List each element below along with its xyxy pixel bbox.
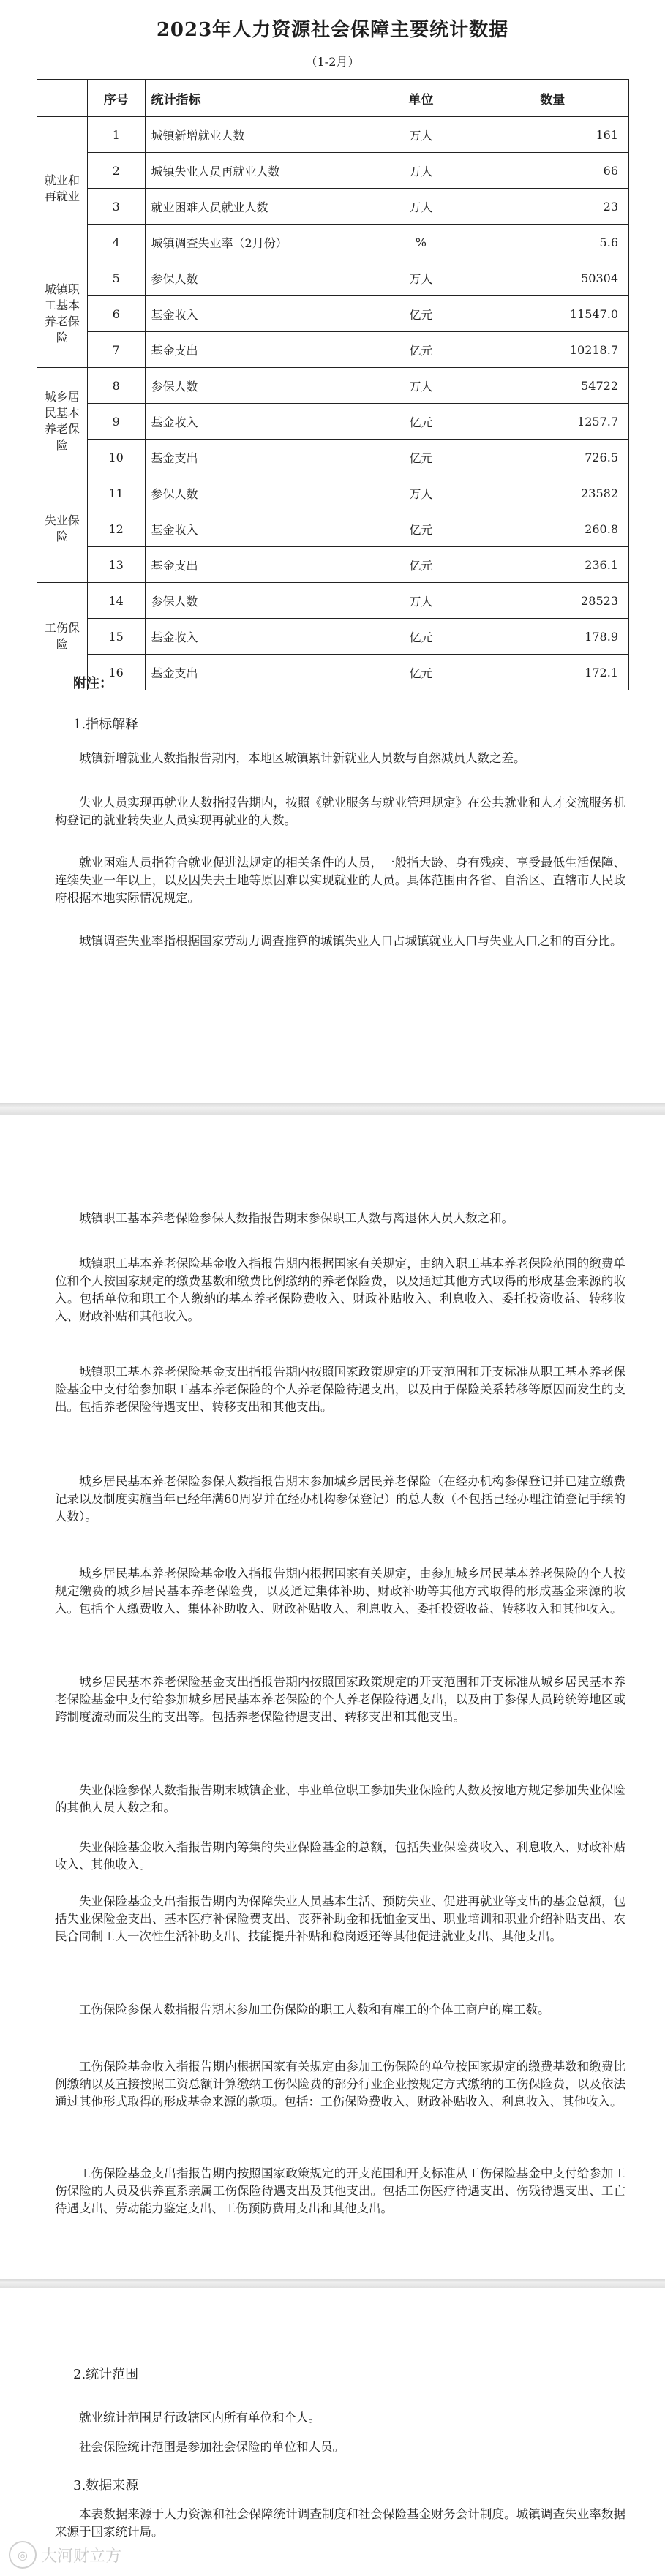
row-unit: 亿元 <box>361 440 481 475</box>
table-row <box>37 404 629 440</box>
row-seq: 15 <box>87 619 145 655</box>
row-value: 172.1 <box>481 655 628 690</box>
category-cell: 城乡居民基本养老保险 <box>37 368 88 475</box>
row-unit: 万人 <box>361 368 481 404</box>
row-seq: 2 <box>87 153 145 189</box>
paragraph: 工伤保险基金收入指报告期内根据国家有关规定由参加工伤保险的单位按国家规定的缴费基数和缴费比例缴纳以及直接按照工资总额计算缴纳工伤保险费的部分行业企业按规定方式缴纳的工伤保险费，以及依法通过其他形式取得的形成基金来源的款项。包括：工伤保险费收入、财政补贴收入、利息收入、其他收入。 <box>55 2060 625 2109</box>
paragraph: 工伤保险参保人数指报告期末参加工伤保险的职工人数和有雇工的个体工商户的雇工数。 <box>79 2003 550 2016</box>
table-row <box>37 583 629 619</box>
row-seq: 11 <box>87 475 145 511</box>
row-unit: 亿元 <box>361 296 481 332</box>
row-seq: 5 <box>87 260 145 296</box>
row-value: 260.8 <box>481 511 628 547</box>
row-unit: 亿元 <box>361 511 481 547</box>
row-indicator: 基金收入 <box>145 296 361 332</box>
row-unit: 亿元 <box>361 547 481 583</box>
camera-icon: ◎ <box>9 2541 37 2569</box>
row-indicator: 城镇调查失业率（2月份） <box>145 225 361 260</box>
section-2-title: 2.统计范围 <box>73 2367 139 2382</box>
header-seq: 序号 <box>87 80 145 117</box>
paragraph: 城镇职工基本养老保险基金收入指报告期内根据国家有关规定，由纳入职工基本养老保险范围的缴费单位和个人按国家规定的缴费基数和缴费比例缴纳的养老保险费，以及通过其他方式取得的形成基金来源的收入。包括单位和职工个人缴纳的基本养老保险费收入、财政补贴收入、利息收入、委托投资收益、转移收入、财政补贴和其他收入。 <box>55 1257 625 1323</box>
watermark-text: 大河财立方 <box>41 2547 122 2566</box>
row-indicator: 就业困难人员就业人数 <box>145 189 361 225</box>
row-unit: 万人 <box>361 153 481 189</box>
row-indicator: 城镇失业人员再就业人数 <box>145 153 361 189</box>
table-row <box>37 475 629 511</box>
row-seq: 12 <box>87 511 145 547</box>
row-seq: 8 <box>87 368 145 404</box>
paragraph: 城镇调查失业率指根据国家劳动力调查推算的城镇失业人口占城镇就业人口与失业人口之和的百分比。 <box>79 934 623 948</box>
paragraph: 社会保险统计范围是参加社会保险的单位和人员。 <box>79 2440 345 2454</box>
row-indicator: 基金收入 <box>145 404 361 440</box>
paragraph: 就业困难人员指符合就业促进法规定的相关条件的人员，一般指大龄、身有残疾、享受最低生活保障、连续失业一年以上，以及因失去土地等原因难以实现就业的人员。具体范围由各省、自治区、直辖市人民政府根据本地实际情况规定。 <box>55 856 625 905</box>
table-header-row <box>37 80 629 117</box>
row-unit: 亿元 <box>361 619 481 655</box>
table-row <box>37 547 629 583</box>
paragraph: 城镇新增就业人数指报告期内，本地区城镇累计新就业人员数与自然减员人数之差。 <box>79 751 526 765</box>
table-row <box>37 619 629 655</box>
page-divider <box>0 1103 665 1115</box>
row-value: 5.6 <box>481 225 628 260</box>
row-seq: 1 <box>87 117 145 153</box>
header-indicator: 统计指标 <box>145 80 361 117</box>
row-indicator: 基金支出 <box>145 332 361 368</box>
row-indicator: 基金支出 <box>145 655 361 690</box>
row-seq: 4 <box>87 225 145 260</box>
row-seq: 3 <box>87 189 145 225</box>
row-indicator: 参保人数 <box>145 260 361 296</box>
header-value: 数量 <box>481 80 628 117</box>
table-row <box>37 296 629 332</box>
row-value: 1257.7 <box>481 404 628 440</box>
row-seq: 13 <box>87 547 145 583</box>
document-page-3 <box>0 2288 665 2576</box>
document-page-1 <box>0 0 665 1103</box>
paragraph: 失业保险基金支出指报告期内为保障失业人员基本生活、预防失业、促进再就业等支出的基金总额，包括失业保险金支出、基本医疗补保险费支出、丧葬补助金和抚恤金支出、职业培训和职业介绍补贴支出、农民合同制工人一次性生活补助支出、技能提升补贴和稳岗返还等其他促进就业支出、其他支出。 <box>55 1894 625 1943</box>
table-row <box>37 511 629 547</box>
row-value: 66 <box>481 153 628 189</box>
row-seq: 6 <box>87 296 145 332</box>
table-row <box>37 117 629 153</box>
row-unit: 万人 <box>361 117 481 153</box>
watermark <box>9 2541 121 2569</box>
paragraph: 城镇职工基本养老保险参保人数指报告期末参保职工人数与离退休人员人数之和。 <box>79 1211 514 1225</box>
paragraph: 失业人员实现再就业人数指报告期内，按照《就业服务与就业管理规定》在公共就业和人才交流服务机构登记的就业转失业人员实现再就业的人数。 <box>55 796 625 827</box>
row-indicator: 参保人数 <box>145 583 361 619</box>
table-row <box>37 189 629 225</box>
row-value: 726.5 <box>481 440 628 475</box>
row-value: 161 <box>481 117 628 153</box>
row-unit: 万人 <box>361 189 481 225</box>
paragraph: 城乡居民基本养老保险基金支出指报告期内按照国家政策规定的开支范围和开支标准从城乡居民基本养老保险基金中支付给参加城乡居民基本养老保险的个人养老保险待遇支出，以及由于参保人员跨统筹地区或跨制度流动而发生的支出等。包括养老保险待遇支出、转移支出和其他支出。 <box>55 1675 625 1724</box>
table-row <box>37 225 629 260</box>
row-unit: 万人 <box>361 260 481 296</box>
row-value: 11547.0 <box>481 296 628 332</box>
row-seq: 7 <box>87 332 145 368</box>
row-value: 50304 <box>481 260 628 296</box>
paragraph: 本表数据来源于人力资源和社会保障统计调查制度和社会保险基金财务会计制度。城镇调查失业率数据来源于国家统计局。 <box>55 2507 625 2539</box>
row-seq: 14 <box>87 583 145 619</box>
category-cell: 就业和再就业 <box>37 117 88 260</box>
table-row <box>37 440 629 475</box>
row-indicator: 基金收入 <box>145 619 361 655</box>
row-indicator: 参保人数 <box>145 368 361 404</box>
page-subtitle: （1-2月） <box>305 55 360 69</box>
row-indicator: 基金收入 <box>145 511 361 547</box>
table-row <box>37 332 629 368</box>
page-divider <box>0 2279 665 2288</box>
paragraph: 城乡居民基本养老保险基金收入指报告期内根据国家有关规定，由参加城乡居民基本养老保险的个人按规定缴费的城乡居民基本养老保险费，以及通过集体补助、财政补助等其他方式取得的形成基金来源的收入。包括个人缴费收入、集体补助收入、财政补贴收入、利息收入、委托投资收益、转移收入和其他收入。 <box>55 1567 625 1616</box>
row-unit: % <box>361 225 481 260</box>
row-value: 10218.7 <box>481 332 628 368</box>
table-row <box>37 368 629 404</box>
category-cell: 工伤保险 <box>37 583 88 690</box>
row-indicator: 基金支出 <box>145 440 361 475</box>
table-row <box>37 260 629 296</box>
category-cell: 城镇职工基本养老保险 <box>37 260 88 368</box>
section-3-title: 3.数据来源 <box>73 2478 139 2493</box>
row-value: 23582 <box>481 475 628 511</box>
row-value: 236.1 <box>481 547 628 583</box>
row-seq: 16 <box>87 655 145 690</box>
paragraph: 工伤保险基金支出指报告期内按照国家政策规定的开支范围和开支标准从工伤保险基金中支付给参加工伤保险的人员及供养直系亲属工伤保险待遇支出及其他支出。包括工伤医疗待遇支出、伤残待遇支出、工亡待遇支出、劳动能力鉴定支出、工伤预防费用支出和其他支出。 <box>55 2166 625 2215</box>
row-indicator: 城镇新增就业人数 <box>145 117 361 153</box>
paragraph: 城乡居民基本养老保险参保人数指报告期末参加城乡居民养老保险（在经办机构参保登记并已建立缴费记录以及制度实施当年已经年满60周岁并在经办机构参保登记）的总人数（不包括已经办理注销登记手续的人数）。 <box>55 1475 625 1524</box>
row-value: 23 <box>481 189 628 225</box>
row-value: 28523 <box>481 583 628 619</box>
header-unit: 单位 <box>361 80 481 117</box>
row-seq: 9 <box>87 404 145 440</box>
row-value: 178.9 <box>481 619 628 655</box>
table-row <box>37 655 629 690</box>
category-cell: 失业保险 <box>37 475 88 583</box>
row-unit: 亿元 <box>361 332 481 368</box>
document-page-2 <box>0 1115 665 2279</box>
paragraph: 城镇职工基本养老保险基金支出指报告期内按照国家政策规定的开支范围和开支标准从职工基本养老保险基金中支付给参加职工基本养老保险的个人养老保险待遇支出，以及由于保险关系转移等原因而发生的支出。包括养老保险待遇支出、转移支出和其他支出。 <box>55 1365 625 1414</box>
table-row <box>37 153 629 189</box>
statistics-table <box>37 79 629 690</box>
paragraph: 失业保险参保人数指报告期末城镇企业、事业单位职工参加失业保险的人数及按地方规定参加失业保险的其他人员人数之和。 <box>55 1783 625 1815</box>
row-seq: 10 <box>87 440 145 475</box>
page-title: 2023年人力资源社会保障主要统计数据 <box>156 19 509 41</box>
row-unit: 亿元 <box>361 404 481 440</box>
section-1-title: 1.指标解释 <box>73 717 139 732</box>
row-unit: 万人 <box>361 475 481 511</box>
category-header <box>37 80 88 117</box>
paragraph: 就业统计范围是行政辖区内所有单位和个人。 <box>79 2411 320 2425</box>
row-value: 54722 <box>481 368 628 404</box>
row-unit: 万人 <box>361 583 481 619</box>
paragraph: 失业保险基金收入指报告期内筹集的失业保险基金的总额，包括失业保险费收入、利息收入、财政补贴收入、其他收入。 <box>55 1840 625 1872</box>
row-unit: 亿元 <box>361 655 481 690</box>
row-indicator: 参保人数 <box>145 475 361 511</box>
notes-heading: 附注： <box>73 676 113 691</box>
row-indicator: 基金支出 <box>145 547 361 583</box>
